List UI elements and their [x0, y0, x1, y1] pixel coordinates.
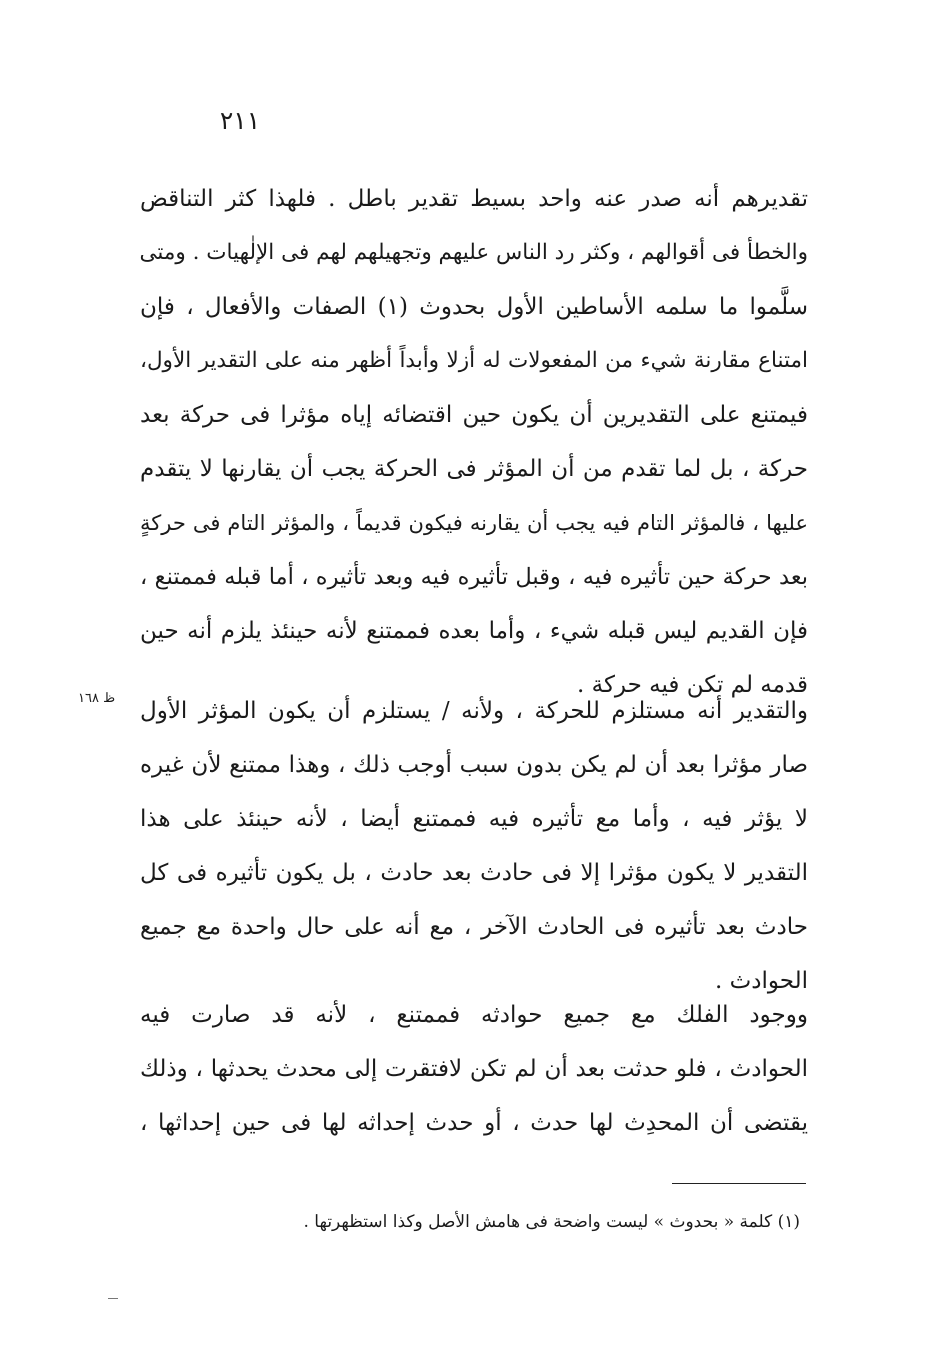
text-line: ووجود الفلك مع جميع حوادثه فممتنع ، لأنه قد صارت فيه	[140, 1002, 808, 1028]
page-mark	[108, 1298, 118, 1299]
page-number: ٢١١	[219, 106, 261, 135]
text-line: والتقدير أنه مستلزم للحركة ، ولأنه / يستلزم أن يكون المؤثر الأول	[140, 698, 808, 724]
margin-folio-note: ظ ١٦٨	[78, 691, 116, 706]
text-line: تقديرهم أنه صدر عنه واحد بسيط تقدير باطل . فلهذا كثر التناقض	[140, 186, 808, 212]
text-line: الحوادث ، فلو حدثت بعد أن لم تكن لافتقرت إلى محدث يحدثها ، وذلك	[140, 1056, 808, 1082]
paragraph-3	[140, 988, 808, 1150]
text-line: التقدير لا يكون مؤثرا إلا فى حادث بعد حادث ، بل يكون تأثيره فى كل	[140, 860, 808, 886]
text-line: بعد حركة حين تأثيره فيه ، وقبل تأثيره فيه وبعد تأثيره ، أما قبله فممتنع ،	[140, 564, 808, 590]
text-line: قدمه لم تكن فيه حركة .	[577, 672, 808, 698]
text-line: فيمتنع على التقديرين أن يكون حين اقتضائه إياه مؤثرا فى حركة بعد	[140, 402, 808, 428]
text-line: عليها ، فالمؤثر التام فيه يجب أن يقارنه فيكون قديماً ، والمؤثر التام فى حركةٍ	[140, 511, 808, 535]
text-line: حادث بعد تأثيره فى الحادث الآخر ، مع أنه على حال واحدة مع جميع	[140, 914, 808, 940]
text-line: والخطأ فى أقوالهم ، وكثر رد الناس عليهم وتجهيلهم لهم فى الإلٰهيات . ومتى	[139, 240, 808, 265]
text-line: امتناع مقارنة شيء من المفعولات له أزلا وأبداً أظهر منه على التقدير الأول،	[140, 348, 808, 373]
footnote: (١) كلمة « بحدوث » ليست واضحة فى هامش الأصل وكذا استظهرتها .	[303, 1212, 800, 1232]
text-line: سلَّموا ما سلمه الأساطين الأول بحدوث (١) الصفات والأفعال ، فإن	[140, 294, 808, 320]
footnote-separator	[672, 1183, 806, 1184]
text-line: صار مؤثرا بعد أن لم يكن بدون سبب أوجب ذلك ، وهذا ممتنع لأن غيره	[140, 752, 808, 778]
paragraph-2	[140, 684, 808, 1008]
text-line: الحوادث .	[714, 968, 808, 994]
text-line: لا يؤثر فيه ، وأما مع تأثيره فيه فممتنع أيضا ، لأنه حينئذ على هذا	[140, 806, 808, 832]
text-line: يقتضى أن المحدِث لها حدث ، أو حدث إحداثه لها فى حين إحداثها ،	[140, 1110, 808, 1136]
paragraph-1	[140, 172, 808, 712]
text-line: فإن القديم ليس قبله شيء ، وأما بعده فممتنع لأنه حينئذ يلزم أنه حين	[140, 618, 808, 644]
text-line: حركة ، بل لما تقدم من أن المؤثر فى الحركة يجب أن يقارنها لا يتقدم	[140, 456, 808, 482]
